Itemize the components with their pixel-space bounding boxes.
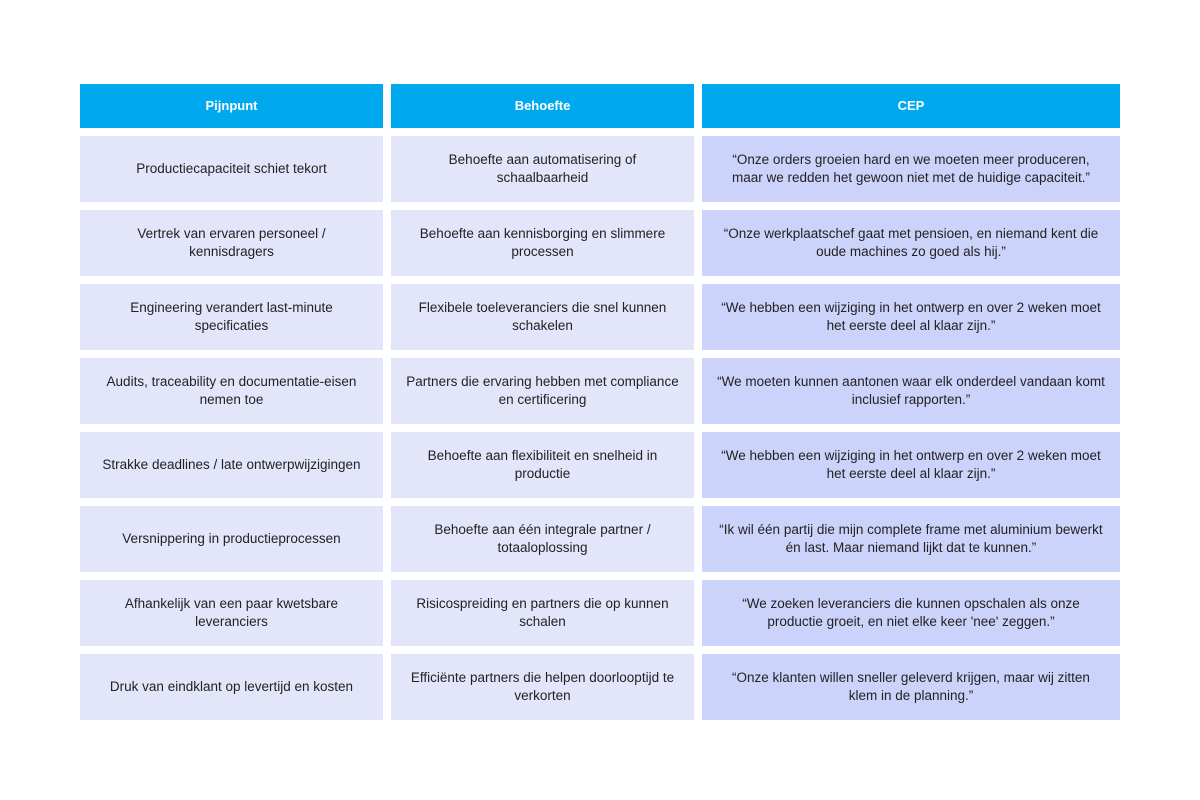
pijnpunt-cell: Druk van eindklant op levertijd en kosten — [80, 654, 383, 720]
pijnpunt-cell: Productiecapaciteit schiet tekort — [80, 136, 383, 202]
behoefte-cell: Efficiënte partners die helpen doorlooptijd te verkorten — [391, 654, 694, 720]
behoefte-cell: Behoefte aan automatisering of schaalbaarheid — [391, 136, 694, 202]
pijnpunt-cell: Vertrek van ervaren personeel / kennisdragers — [80, 210, 383, 276]
cep-quote-cell: “Onze orders groeien hard en we moeten meer produceren, maar we redden het gewoon niet met de huidige capaciteit.” — [702, 136, 1120, 202]
cep-quote-cell: “Ik wil één partij die mijn complete frame met aluminium bewerkt én last. Maar niemand lijkt dat te kunnen.” — [702, 506, 1120, 572]
table-row — [80, 210, 1120, 276]
cep-quote-cell: “We zoeken leveranciers die kunnen opschalen als onze productie groeit, en niet elke keer 'nee' zeggen.” — [702, 580, 1120, 646]
column-header-cep: CEP — [702, 84, 1120, 128]
behoefte-cell: Flexibele toeleveranciers die snel kunnen schakelen — [391, 284, 694, 350]
behoefte-cell: Partners die ervaring hebben met compliance en certificering — [391, 358, 694, 424]
cep-quote-cell: “We hebben een wijziging in het ontwerp en over 2 weken moet het eerste deel al klaar zijn.” — [702, 432, 1120, 498]
table-row — [80, 580, 1120, 646]
cep-quote-cell: “Onze werkplaatschef gaat met pensioen, en niemand kent die oude machines zo goed als hij.” — [702, 210, 1120, 276]
table-row — [80, 284, 1120, 350]
column-header-behoefte: Behoefte — [391, 84, 694, 128]
table-row — [80, 506, 1120, 572]
cep-quote-cell: “Onze klanten willen sneller geleverd krijgen, maar wij zitten klem in de planning.” — [702, 654, 1120, 720]
cep-quote-cell: “We moeten kunnen aantonen waar elk onderdeel vandaan komt inclusief rapporten.” — [702, 358, 1120, 424]
pijnpunt-cell: Strakke deadlines / late ontwerpwijzigingen — [80, 432, 383, 498]
pijnpunt-cell: Afhankelijk van een paar kwetsbare leveranciers — [80, 580, 383, 646]
cep-quote-cell: “We hebben een wijziging in het ontwerp en over 2 weken moet het eerste deel al klaar zijn.” — [702, 284, 1120, 350]
pijnpunt-cell: Engineering verandert last-minute specificaties — [80, 284, 383, 350]
table-row — [80, 136, 1120, 202]
behoefte-cell: Behoefte aan kennisborging en slimmere processen — [391, 210, 694, 276]
pain-point-table — [80, 84, 1120, 728]
table-row — [80, 654, 1120, 720]
pijnpunt-cell: Audits, traceability en documentatie-eisen nemen toe — [80, 358, 383, 424]
table-row — [80, 358, 1120, 424]
table-row — [80, 432, 1120, 498]
column-header-pijnpunt: Pijnpunt — [80, 84, 383, 128]
table-header-row — [80, 84, 1120, 128]
pijnpunt-cell: Versnippering in productieprocessen — [80, 506, 383, 572]
behoefte-cell: Behoefte aan één integrale partner / totaaloplossing — [391, 506, 694, 572]
behoefte-cell: Risicospreiding en partners die op kunnen schalen — [391, 580, 694, 646]
behoefte-cell: Behoefte aan flexibiliteit en snelheid in productie — [391, 432, 694, 498]
